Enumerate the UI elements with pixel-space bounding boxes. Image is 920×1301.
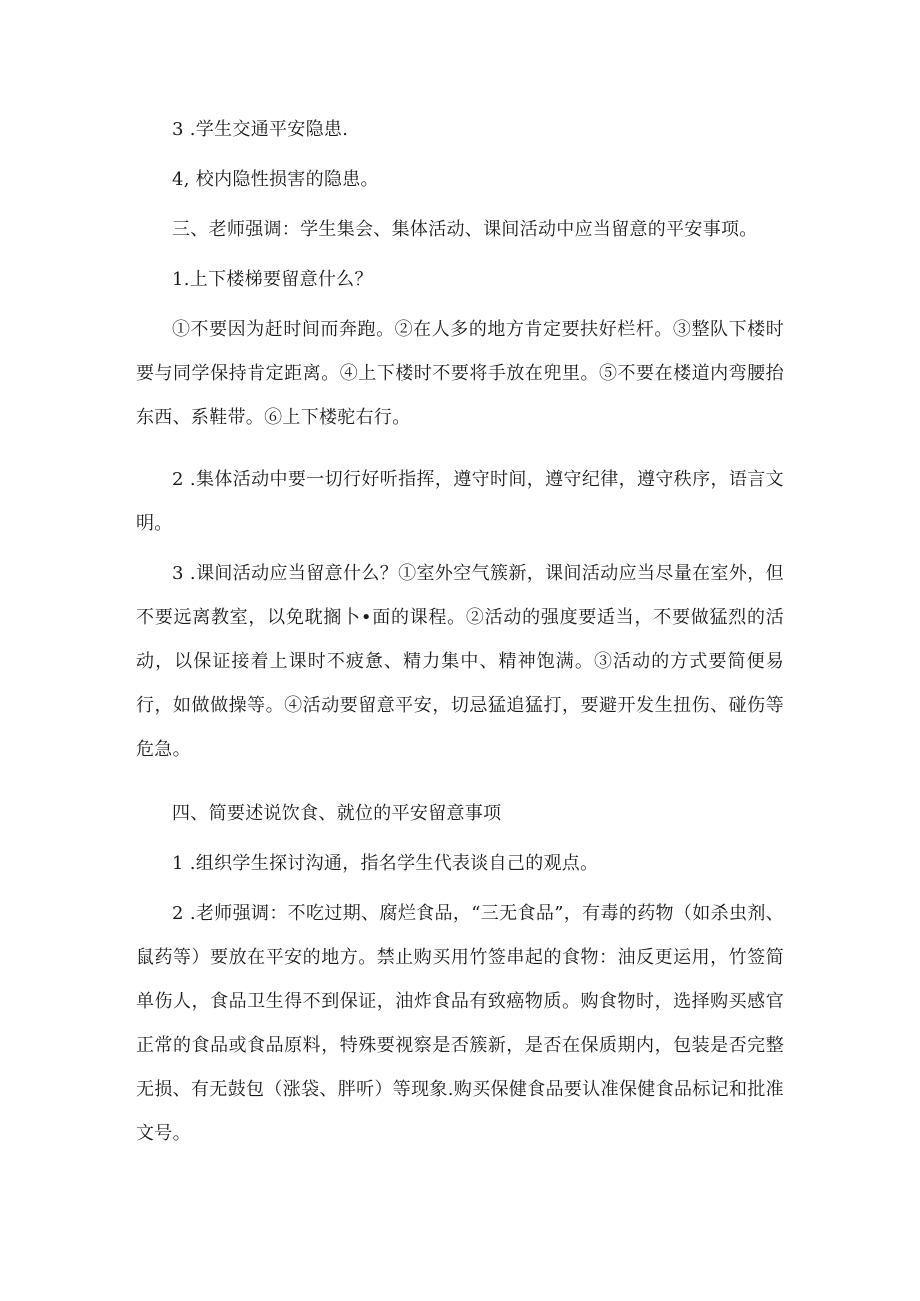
paragraph-student-discussion: 1 .组织学生探讨沟通，指名学生代表谈自己的观点。 (172, 853, 599, 874)
paragraph-break-activity: 3 .课间活动应当留意什么？①室外空气簇新，课间活动应当尽量在室外，但不要远离教室，以免耽搁卜•面的课程。②活动的强度要适当，不要做猛烈的活动，以保证接着上课时不疲惫、精力集中、精神饱满。③活动的方式要简便易行，如做做操等。④活动要留意平安，切忌猛追猛打，要避开发生扭伤、碰伤等危急。 (136, 563, 784, 760)
section-heading-food-safety: 四、简要述说饮食、就位的平安留意事项 (172, 803, 502, 824)
paragraph-campus-hazard: 4, 校内隐性损害的隐患。 (172, 169, 379, 190)
section-heading-teacher-emphasis: 三、老师强调：学生集会、集体活动、课间活动中应当留意的平安事项。 (172, 219, 758, 240)
paragraph-traffic-hazard: 3 .学生交通平安隐患. (172, 119, 349, 140)
paragraph-stairs-rules: ①不要因为赶时间而奔跑。②在人多的地方肯定要扶好栏杆。③整队下楼时要与同学保持肯定距离。④上下楼时不要将手放在兜里。⑤不要在楼道内弯腰抬东西、系鞋带。⑥上下楼驼右行。 (136, 319, 784, 428)
paragraph-group-activity: 2 .集体活动中要一切行好听指挥，遵守时间，遵守纪律，遵守秩序，语言文明。 (136, 469, 784, 534)
paragraph-stairs-question: 1.上下楼梯要留意什么？ (172, 269, 373, 290)
paragraph-food-rules: 2 .老师强调：不吃过期、腐烂食品，“三无食品”，有毒的药物（如杀虫剂、鼠药等）要放在平安的地方。禁止购买用竹签串起的食物：油反更运用，竹签简单伤人，食品卫生得不到保证，油炸食品有致癌物质。购食物时，选择购买感官正常的食品或食品原料，特殊要视察是否簇新，是否在保质期内，包装是否完整无损、有无鼓包（涨袋、胖听）等现象.购买保健食品要认准保健食品标记和批准文号。 (136, 903, 784, 1144)
